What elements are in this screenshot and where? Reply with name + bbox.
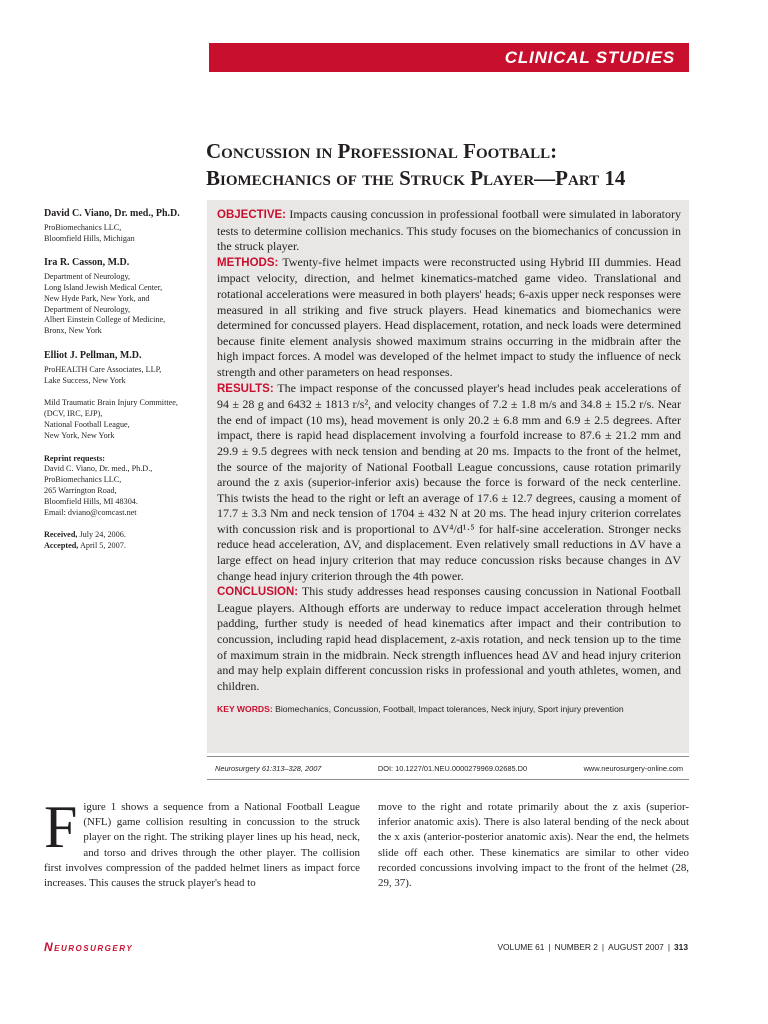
affiliation-line: ProBiomechanics LLC, xyxy=(44,222,122,232)
author-block xyxy=(44,351,200,386)
keywords xyxy=(217,703,681,715)
separator: | xyxy=(667,942,671,952)
committee-line: National Football League, xyxy=(44,419,130,429)
results-text: The impact response of the concussed player's head includes peak accelerations of 94 ± 28 g and 6432 ± 1813 r/s², and velocity changes of 7.2 ± 1.8 m/s and 34.8 ± 15.2 r/s. Near the end of impact (10 ms), head movement is only 20.2 ± 6.8 mm and 6.9 ± 2.5 degrees. After impact, there is rapid head displacement involving a fourfold increase to 87.6 ± 21.2 mm and 29.9 ± 9.5 degrees with neck tension and bending at 20 ms. Impacts to the front of the helmet, the source of the majority of National Football League concussions, cause rotation primarily around the z axis (superior-inferior axis) because the force is forward of the neck centerline. This twists the head to the right or left an average of 17.6 ± 12.7 degrees, causing a moment of 17.7 ± 3.3 Nm and neck tension of 1704 ± 432 N at 20 ms. The head injury criterion correlates with concussion risk and is proportional to ΔV⁴/d¹·⁵ for half-sine acceleration. Stronger necks reduce head acceleration, ΔV, and displacement. Even relatively small reductions in ΔV have a large effect on head injury criterion that may reduce concussion risks because changes in ΔV change head injury criterion through the 4th power. xyxy=(217,380,681,583)
journal-logo: Neurosurgery xyxy=(44,940,134,954)
separator: | xyxy=(601,942,605,952)
conclusion-text: This study addresses head responses causing concussion in National Football League players. Although efforts are underway to reduce impact acceleration through helmet padding, further study is needed of head kinematics after impact and their contribution to concussion, including rapid head displacement, z-axis rotation, and neck tension up to the time of maximum strain in the midbrain. Neck strength influences head ΔV and head injury criterion and may help explain different concussion risks in professional and youth athletes, women, and children. xyxy=(217,584,681,693)
conclusion-label: CONCLUSION: xyxy=(217,586,299,599)
body-text: igure 1 shows a sequence from a National Football League (NFL) game collision resulting in concussion to the struck player on the right. The striking player lines up his head, neck, and torso and drives through the other player. The collision first involves compression of the padded helmet liners as impact force increases. This causes the struck player's head to xyxy=(44,801,360,890)
methods-text: Twenty-five helmet impacts were reconstructed using Hybrid III dummies. Head impact velocity, direction, and helmet kinematics-matched game video. Translational and rotational accelerations were measured in both players' heads; 6-axis upper neck responses were measured in all striking and five struck players. Head kinematics and biomechanics were determined for concussed players. Head displacement, rotation, and neck loads were determined because finite element analysis showed maximum strains occurring in the midbrain after the high impact forces. A model was developed of the helmet impact to study the influence of neck strength and other parameters on head responses. xyxy=(217,254,681,379)
abstract-results xyxy=(217,381,681,585)
author-name: Elliot J. Pellman, M.D. xyxy=(44,349,142,361)
abstract-box xyxy=(207,200,689,753)
citation-bar xyxy=(207,756,689,780)
committee-line: Mild Traumatic Brain Injury Committee, xyxy=(44,398,178,408)
separator: | xyxy=(548,942,551,952)
objective-label: OBJECTIVE: xyxy=(217,209,287,221)
section-banner xyxy=(209,43,689,72)
body-column-2 xyxy=(378,800,689,891)
abstract-objective xyxy=(217,207,681,255)
section-label: CLINICAL STUDIES xyxy=(504,47,675,67)
reprint-heading: Reprint requests: xyxy=(44,453,106,463)
affiliation-line: Bronx, New York xyxy=(44,326,102,336)
reprint-line: Bloomfield Hills, MI 48304. xyxy=(44,496,138,506)
objective-text: Impacts causing concussion in professional football were simulated in laboratory tests to determine collision mechanics. This study focuses on the biomechanics of concussion in the struck player. xyxy=(217,207,681,254)
reprint-line: David C. Viano, Dr. med., Ph.D., xyxy=(44,464,153,474)
keywords-label: KEY WORDS: xyxy=(217,704,273,715)
author-name: David C. Viano, Dr. med., Ph.D. xyxy=(44,208,180,219)
title-line-2: Biomechanics of the Struck Player—Part 14 xyxy=(206,166,626,190)
received-date: July 24, 2006. xyxy=(77,530,126,540)
issue-number: NUMBER 2 xyxy=(554,942,598,952)
affiliation-line: Long Island Jewish Medical Center, xyxy=(44,282,163,292)
committee-line: New York, New York xyxy=(44,430,115,440)
body-text: move to the right and rotate primarily about the z axis (superior-inferior anatomic axis). There is also lateral bending of the neck about the x axis (anterior-posterior anatomic axis). Near the end, the helmets slide off each other. These kinematics are similar to other video recorded concussions involving impact to the front of the helmet (28, 29, 37). xyxy=(378,801,689,890)
affiliation-line: New Hyde Park, New York, and xyxy=(44,293,150,303)
title-line-1: Concussion in Professional Football: xyxy=(206,139,558,163)
affiliation-line: Department of Neurology, xyxy=(44,304,131,314)
article-title xyxy=(206,138,686,192)
doi: DOI: 10.1227/01.NEU.0000279969.02685.D0 xyxy=(377,763,528,773)
affiliation-line: ProHEALTH Care Associates, LLP, xyxy=(44,364,162,374)
affiliation-line: Albert Einstein College of Medicine, xyxy=(44,315,166,325)
results-label: RESULTS: xyxy=(217,382,274,395)
keywords-text: Biomechanics, Concussion, Football, Impact tolerances, Neck injury, Sport injury prevention xyxy=(272,704,624,715)
journal-url[interactable]: www.neurosurgery-online.com xyxy=(583,763,683,773)
affiliation-line: Lake Success, New York xyxy=(44,375,126,385)
page-number: 313 xyxy=(674,942,688,952)
footer-info xyxy=(497,942,688,952)
volume: VOLUME 61 xyxy=(497,942,545,952)
affiliation-line: Bloomfield Hills, Michigan xyxy=(44,233,135,243)
accepted-date: April 5, 2007. xyxy=(78,541,126,551)
committee-block xyxy=(44,398,200,441)
affiliation-line: Department of Neurology, xyxy=(44,272,131,282)
reprint-line: 265 Warrington Road, xyxy=(44,485,117,495)
accepted-label: Accepted, xyxy=(44,541,79,551)
author-block xyxy=(44,209,200,244)
drop-cap: F xyxy=(44,794,78,860)
author-block xyxy=(44,258,200,337)
reprint-block xyxy=(44,454,200,519)
reprint-email[interactable]: Email: dviano@comcast.net xyxy=(44,507,137,517)
reprint-line: ProBiomechanics LLC, xyxy=(44,475,122,485)
received-label: Received, xyxy=(44,530,78,540)
journal-citation: Neurosurgery 61:313–328, 2007 xyxy=(215,763,322,773)
dates-block xyxy=(44,530,200,552)
abstract-conclusion xyxy=(217,584,681,694)
issue-date: AUGUST 2007 xyxy=(608,942,664,952)
body-column-1 xyxy=(44,794,360,891)
methods-label: METHODS: xyxy=(217,256,279,269)
author-sidebar xyxy=(44,209,200,562)
abstract-methods xyxy=(217,255,681,381)
committee-line: (DCV, IRC, EJP), xyxy=(44,409,103,419)
author-name: Ira R. Casson, M.D. xyxy=(44,257,130,269)
